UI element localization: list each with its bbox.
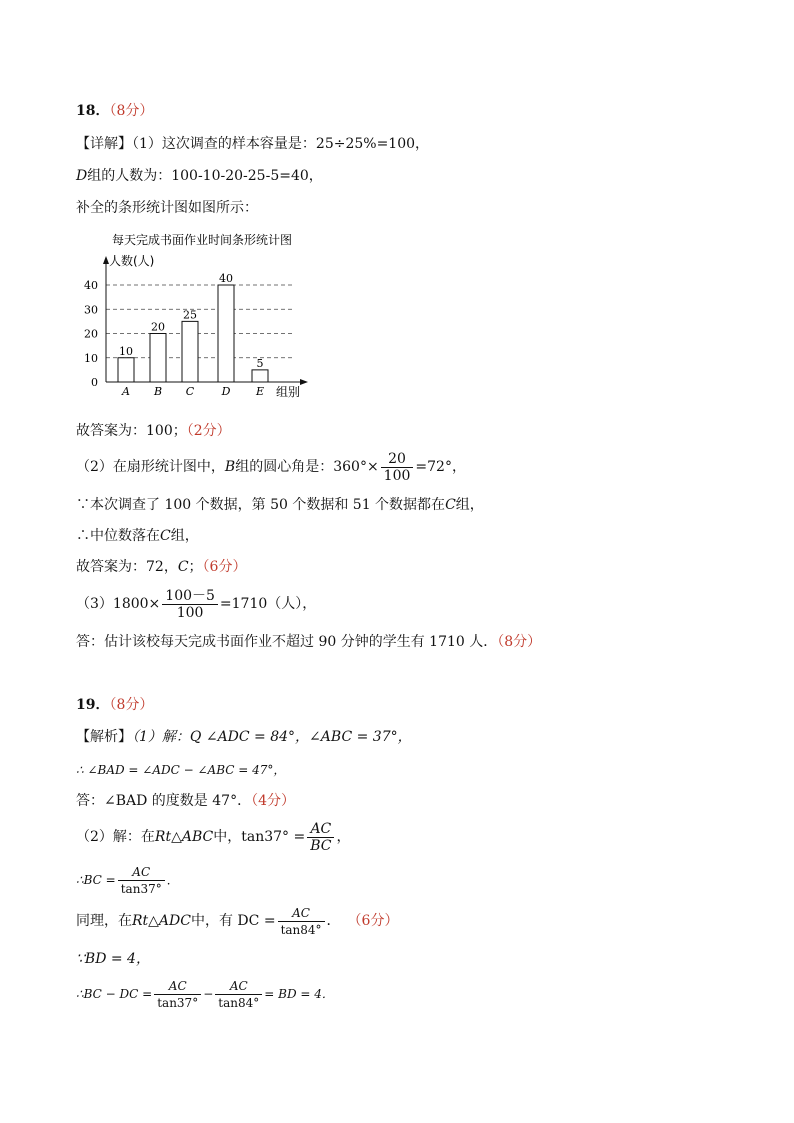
q19-p7: ∵BD = 4，	[76, 951, 150, 967]
chart-grid	[106, 285, 294, 358]
q19-p4-fraction	[307, 821, 334, 854]
q18-because-text: ∵本次调查了 100 个数据，第 50 个数据和 51 个数据都在	[76, 497, 446, 513]
q18-because	[76, 496, 484, 514]
y-tick-label: 20	[84, 327, 98, 341]
q18-line2	[76, 167, 323, 185]
q19-p6-a: 同理，在	[76, 913, 132, 929]
fraction-numerator: AC	[278, 905, 325, 922]
bar	[118, 358, 134, 382]
x-tick-label: B	[153, 385, 163, 398]
q19-p4-b: Rt△ABC	[154, 829, 214, 845]
fraction-denominator: 100	[176, 604, 204, 621]
fraction-denominator: tan37°	[157, 996, 199, 1010]
q18-part1: （1）这次调查的样本容量是：25÷25%=100，	[132, 136, 430, 152]
bar-chart	[76, 228, 316, 403]
q18-part3-fraction	[162, 588, 218, 621]
q19-p8-end: = BD = 4．	[264, 987, 334, 1001]
q19-p4-c: 中，tan37° =	[213, 829, 306, 845]
bar	[150, 334, 166, 383]
q18-part3-b: =1710（人），	[219, 596, 317, 612]
bar-data-label: 20	[151, 320, 165, 334]
bar-data-label: 5	[256, 356, 264, 370]
q18-final-text: 答：估计该校每天完成书面作业不超过 90 分钟的学生有 1710 人．	[76, 634, 498, 650]
fraction-denominator: tan84°	[280, 922, 322, 937]
q18-answer2	[76, 558, 246, 576]
q18-line1	[76, 135, 429, 153]
q19-p6-score: （6分）	[354, 913, 399, 929]
x-axis-arrow	[300, 379, 308, 385]
q19-p3-text: 答：∠BAD 的度数是 47°．	[76, 793, 252, 809]
q19-p2: ∴ ∠BAD = ∠ADC − ∠ABC = 47°，	[76, 763, 286, 777]
q18-answer2-text: 故答案为：72，	[76, 559, 178, 575]
x-tick-label: C	[185, 385, 195, 398]
q18-part2-d: =72°，	[415, 459, 466, 475]
q18-part3-a: （3）1800×	[76, 596, 161, 612]
y-tick-label: 30	[84, 303, 98, 317]
q18-therefore-end: 组，	[170, 528, 199, 544]
q18-chart-intro: 补全的条形统计图如图所示：	[76, 200, 258, 216]
y-tick-label: 10	[84, 351, 98, 365]
q19-analysis-tag: 【解析】	[76, 729, 132, 745]
q19-p3	[76, 792, 295, 810]
q19-header	[76, 696, 153, 714]
q19-p5-a: ∴BC =	[76, 873, 116, 887]
q19-p4-a: （2）解：在	[76, 829, 155, 845]
chart-ylabel: 人数(人)	[109, 254, 155, 268]
q19-p5	[76, 862, 179, 898]
q19-p6-b: Rt△ADC	[132, 913, 191, 929]
q19-p6	[76, 902, 398, 940]
q19-p3-score: （4分）	[251, 793, 295, 809]
q18-answer2-end: ；	[188, 559, 203, 575]
y-tick-label: 40	[84, 279, 98, 292]
fraction-denominator: BC	[310, 837, 332, 854]
q19-number: 19．	[76, 697, 110, 713]
bar-data-label: 40	[219, 272, 233, 285]
q18-answer2-c: C	[177, 559, 189, 575]
y-tick-label: 0	[91, 376, 98, 389]
fraction-numerator: AC	[154, 978, 201, 995]
q18-detail-tag: 【详解】	[76, 136, 132, 152]
fraction-denominator: tan84°	[218, 996, 260, 1010]
q19-p8-fraction2	[215, 978, 262, 1011]
q19-p1: （1）解：Q ∠ADC = 84°，∠ABC = 37°，	[132, 729, 412, 745]
fraction-denominator: tan37°	[120, 882, 162, 896]
q18-part2-a: （2）在扇形统计图中，	[76, 459, 225, 475]
q19-p5-fraction	[118, 864, 165, 897]
q18-therefore-c: C	[160, 528, 171, 544]
fraction-numerator: AC	[118, 864, 165, 881]
q18-therefore	[76, 527, 199, 545]
q18-part2-c: 组的圆心角是：360°×	[235, 459, 379, 475]
fraction-numerator: 20	[381, 451, 414, 468]
q18-answer1-score: （2分）	[186, 423, 231, 439]
q18-final-score: （8分）	[497, 634, 542, 650]
q19-p8-fraction1	[154, 978, 201, 1011]
q18-answer1	[76, 422, 231, 440]
chart-bars	[118, 272, 268, 398]
q18-d-group: 组的人数为：100-10-20-25-5=40，	[87, 168, 323, 184]
q19-p6-c: 中，有 DC =	[190, 913, 276, 929]
q18-final	[76, 633, 541, 651]
q18-part2	[76, 448, 466, 486]
bar-data-label: 10	[119, 344, 133, 358]
bar-data-label: 25	[183, 308, 197, 322]
q19-p5-end: ．	[166, 873, 179, 887]
q18-d-prefix: D	[76, 168, 88, 184]
q19-p4	[76, 818, 350, 856]
q18-because-end: 组，	[455, 497, 484, 513]
q19-score: （8分）	[109, 697, 154, 713]
q18-answer1-text: 故答案为：100；	[76, 423, 187, 439]
q18-number: 18．	[76, 103, 110, 119]
x-tick-label: E	[255, 385, 265, 398]
q18-part2-fraction	[381, 451, 414, 484]
fraction-numerator: 100－5	[162, 588, 218, 605]
chart-title: 每天完成书面作业时间条形统计图	[112, 233, 293, 247]
q18-header	[76, 102, 153, 120]
q18-score: （8分）	[109, 103, 154, 119]
q19-p8	[76, 976, 334, 1012]
fraction-denominator: 100	[383, 467, 411, 484]
chart-xlabel: 组别	[276, 385, 301, 399]
x-tick-label: A	[122, 385, 130, 398]
q19-line1	[76, 728, 412, 746]
q18-answer2-score: （6分）	[202, 559, 247, 575]
fraction-numerator: AC	[307, 821, 334, 838]
q18-part2-b: B	[224, 459, 236, 475]
q19-p8-minus: −	[203, 987, 214, 1001]
q19-p6-fraction	[278, 905, 325, 938]
bar	[252, 370, 268, 382]
bar	[182, 321, 198, 382]
q19-p8-a: ∴BC − DC =	[76, 987, 153, 1001]
fraction-numerator: AC	[215, 978, 262, 995]
q18-therefore-text: ∴中位数落在	[76, 528, 160, 544]
q19-p6-end: ．	[326, 913, 341, 929]
q19-p4-end: ，	[336, 829, 351, 845]
x-tick-label: D	[221, 385, 231, 398]
q18-part3	[76, 585, 316, 623]
bar	[218, 285, 234, 382]
q18-because-c: C	[445, 497, 456, 513]
